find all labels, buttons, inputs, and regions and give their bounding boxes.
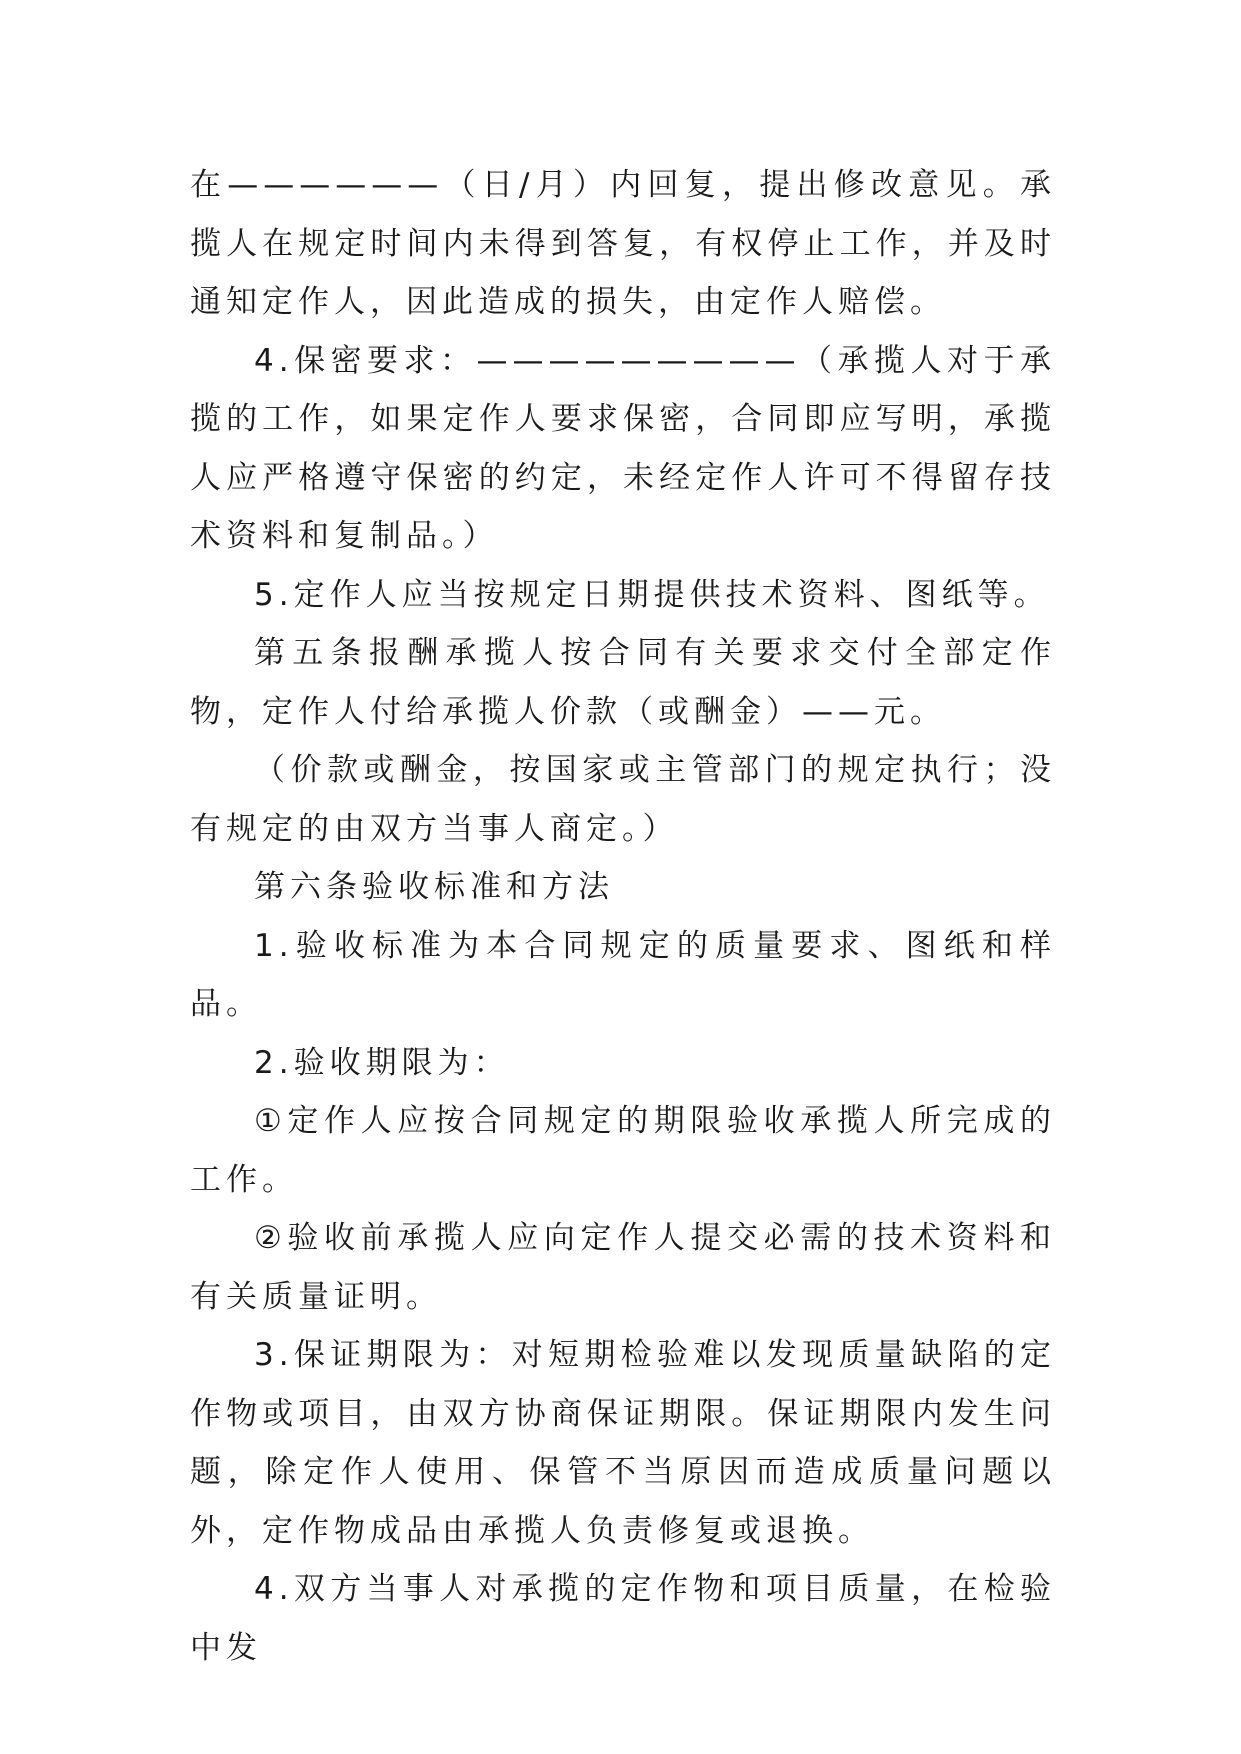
paragraph-acceptance-item-1: ①定作人应按合同规定的期限验收承揽人所完成的工作。 xyxy=(190,1103,1056,1198)
document-body xyxy=(190,156,1056,1677)
paragraph-quality-inspection: 4.双方当事人对承揽的定作物和项目质量，在检验中发 xyxy=(190,1571,1056,1666)
paragraph-acceptance-period: 2.验收期限为： xyxy=(254,1044,510,1081)
paragraph-article-5-remuneration: 第五条报酬承揽人按合同有关要求交付全部定作物，定作人付给承揽人价款（或酬金）——元。 xyxy=(190,635,1056,730)
paragraph-acceptance-item-2: ②验收前承揽人应向定作人提交必需的技术资料和有关质量证明。 xyxy=(190,1220,1056,1315)
paragraph-article-6-heading: 第六条验收标准和方法 xyxy=(254,869,614,905)
paragraph-acceptance-standard: 1.验收标准为本合同规定的质量要求、图纸和样品。 xyxy=(190,927,1056,1022)
paragraph-technical-materials: 5.定作人应当按规定日期提供技术资料、图纸等。 xyxy=(254,576,1050,613)
paragraph-warranty-period: 3.保证期限为：对短期检验难以发现质量缺陷的定作物或项目，由双方协商保证期限。保证期限内发生问题，除定作人使用、保管不当原因而造成质量问题以外，定作物成品由承揽人负责修复或退换。 xyxy=(190,1337,1056,1549)
paragraph-remuneration-note: （价款或酬金，按国家或主管部门的规定执行；没有规定的由双方当事人商定。） xyxy=(190,752,1056,847)
paragraph-confidentiality: 4.保密要求：—————————（承揽人对于承揽的工作，如果定作人要求保密，合同即应写明，承揽人应严格遵守保密的约定，未经定作人许可不得留存技术资料和复制品。） xyxy=(190,342,1056,554)
paragraph-reply-period: 在——————（日/月）内回复，提出修改意见。承揽人在规定时间内未得到答复，有权停止工作，并及时通知定作人，因此造成的损失，由定作人赔偿。 xyxy=(190,167,1056,320)
